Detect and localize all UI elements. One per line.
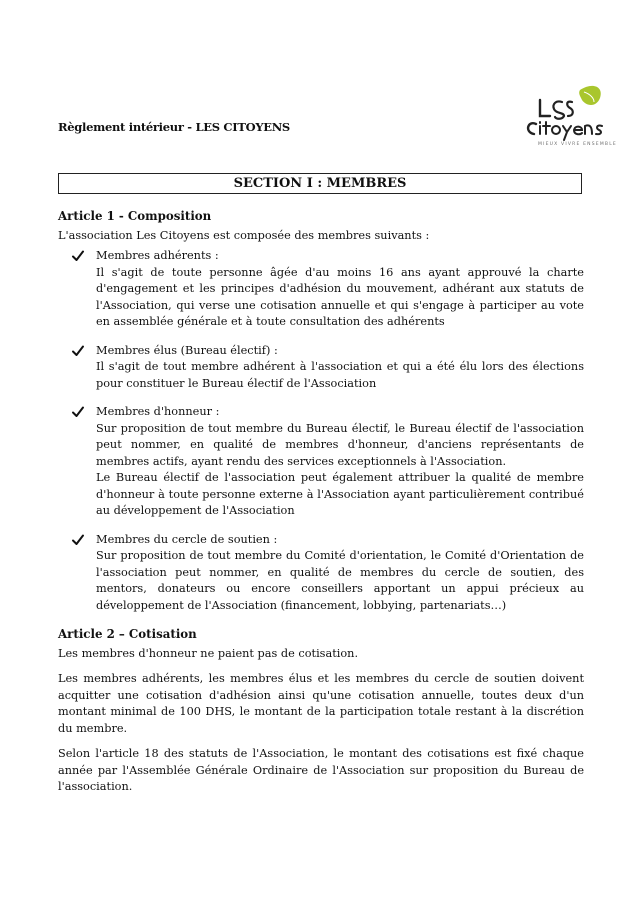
les-citoyens-logo [520, 82, 617, 152]
check-mark-icon [71, 405, 85, 419]
member-type-title: Membres élus (Bureau électif) : [96, 343, 278, 357]
section-banner: SECTION I : MEMBRES [58, 173, 582, 194]
check-mark-icon [71, 249, 85, 263]
member-type-description: Sur proposition de tout membre du Comité d'orientation, le Comité d'Orientation de l'association peut nommer, en qualité de membres du cercle de soutien, des mentors, donateurs ou encore conseillers apportant un appui précieux au développement de l'Association (financement, lobbying, partenariats…) [96, 549, 584, 612]
member-type-description: Il s'agit de toute personne âgée d'au moins 16 ans ayant approuvé la charte d'engagement et les principes d'adhésion du mouvement, adhérant aux statuts de l'Association, qui verse une cotisation annuelle et qui s'engage à participer au vote en assemblée générale et à toute consultation des adhérents [96, 265, 584, 328]
member-types-list [58, 248, 584, 614]
article-1-intro: L'association Les Citoyens est composée des membres suivants : [58, 228, 430, 242]
member-type-title: Membres adhérents : [96, 249, 219, 262]
logo-graphic [520, 82, 612, 144]
member-type-description: Sur proposition de tout membre du Bureau électif, le Bureau électif de l'association peut nommer, en qualité de membres d'honneur, d'anciens représentants de membres actifs, ayant rendu des services exceptionnels à l'Association. [96, 421, 584, 468]
list-item [58, 404, 584, 520]
member-type-description-extra: Le Bureau électif de l'association peut également attribuer la qualité de membre d'honneur à toute personne externe à l'Association ayant particulièrement contribué au développement de l'Association [96, 471, 584, 517]
article-2-paragraph: Les membres d'honneur ne paient pas de cotisation. [58, 646, 359, 660]
article-2-title: Article 2 – Cotisation [58, 627, 197, 641]
list-item [58, 532, 584, 615]
logo-tagline: MIEUX VIVRE ENSEMBLE [538, 142, 617, 147]
member-type-title: Membres du cercle de soutien : [96, 532, 278, 546]
list-item [58, 248, 584, 331]
member-type-description: Il s'agit de tout membre adhérent à l'association et qui a été élu lors des élections pour constituer le Bureau électif de l'Association [96, 360, 584, 390]
article-2 [58, 626, 584, 796]
member-type-title: Membres d'honneur : [96, 405, 220, 418]
article-1-title: Article 1 - Composition [58, 209, 212, 223]
check-mark-icon [71, 533, 85, 547]
document-title: Règlement intérieur - LES CITOYENS [58, 120, 290, 134]
check-mark-icon [71, 344, 85, 358]
document-body [58, 208, 584, 805]
article-2-paragraph: Selon l'article 18 des statuts de l'Association, le montant des cotisations est fixé chaque année par l'Assemblée Générale Ordinaire de l'Association sur proposition du Bureau de l'association. [58, 747, 584, 793]
article-2-paragraph: Les membres adhérents, les membres élus et les membres du cercle de soutien doivent acquitter une cotisation d'adhésion ainsi qu'une cotisation annuelle, toutes deux d'un montant minimal de 100 DHS, le montant de la participation totale restant à la discrétion du membre. [58, 672, 584, 735]
list-item [58, 343, 584, 393]
